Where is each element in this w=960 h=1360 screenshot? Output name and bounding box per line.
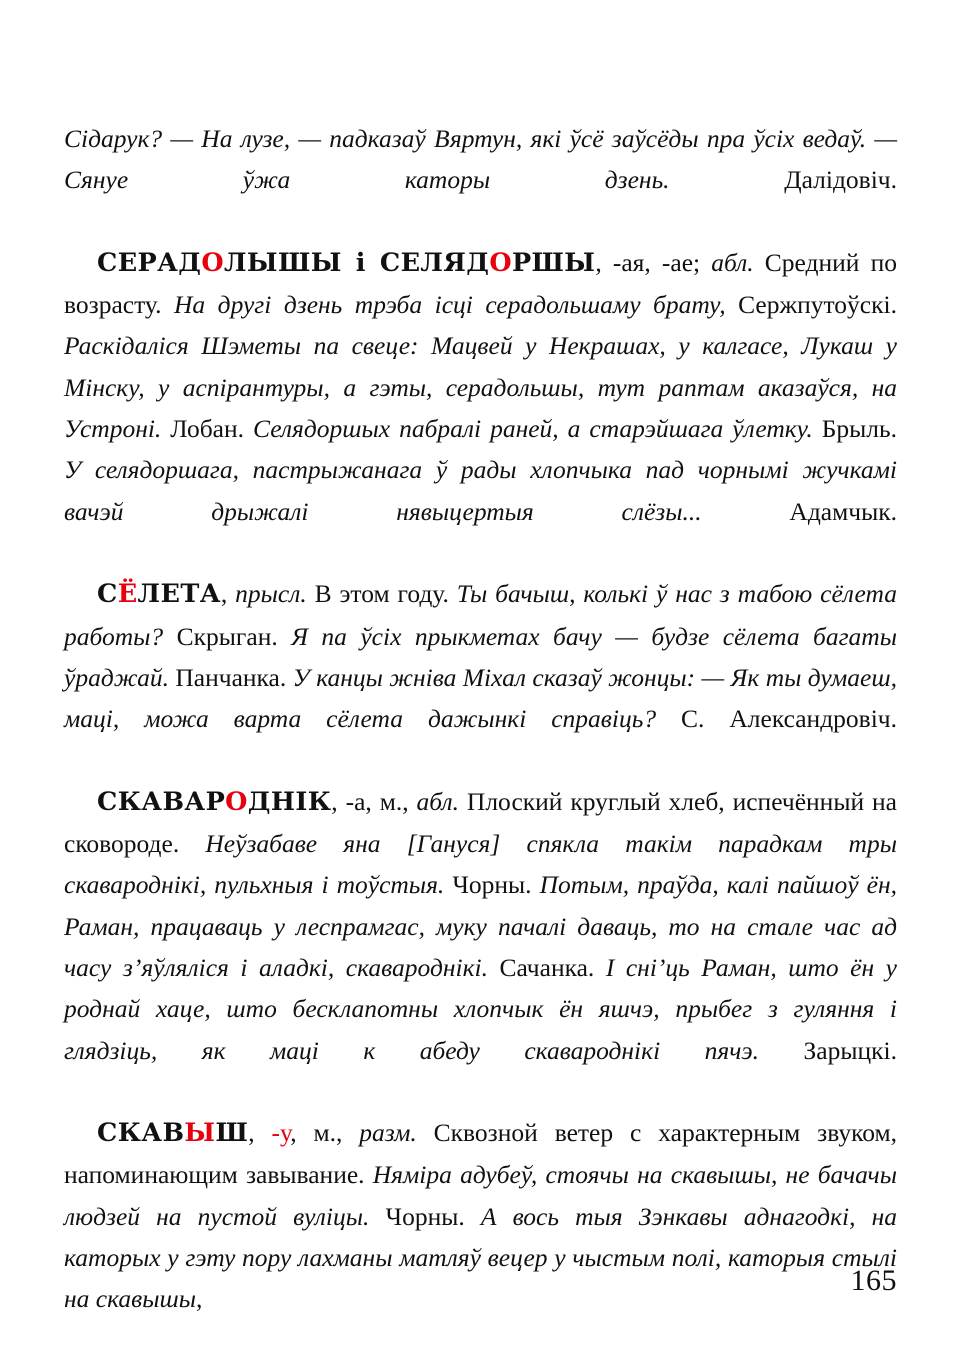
citation-quote: Ты бачыш, колькі ў нас з табою сёлета работы? [64, 579, 898, 651]
headword-segment: ЛЕТА [137, 579, 221, 610]
stressed-vowel: О [201, 247, 224, 278]
citation-author: Брыль. [812, 414, 897, 444]
citation-author: Далідовіч. [669, 165, 898, 195]
citation-author: Чорны. [444, 870, 532, 900]
citation-quote: Няміра адубеў, стоячы на скавышы, не бачачы людзей на пустой вуліцы. [64, 1160, 897, 1231]
usage-label: прысл. [235, 579, 307, 609]
citation-author: Зарыцкі. [759, 1035, 897, 1065]
stressed-vowel: Ы [184, 1118, 216, 1149]
citation-author: Сачанка. [487, 952, 595, 982]
grammar-info: , -ая, -ае; [595, 247, 712, 277]
headword [97, 248, 595, 278]
page-number: 165 [850, 1264, 897, 1297]
definition: Плоский круглый хлеб, испечённый на сковороде. [64, 786, 897, 859]
citation-author: Чорны. [369, 1201, 465, 1231]
grammar-info: , м., [290, 1118, 360, 1148]
headword-segment: С [97, 579, 118, 610]
usage-label: абл. [711, 247, 754, 277]
citation-author: С. Александровіч. [656, 704, 897, 734]
headword [97, 787, 331, 817]
definition: Сквозной ветер с характерным звуком, напоминающим завывание. [64, 1118, 897, 1190]
usage-label: абл. [416, 786, 459, 816]
definition: Средний по возрасту. [64, 247, 897, 320]
dictionary-entry-skavarodnik [64, 781, 897, 1112]
citation-quote: Неўзабаве яна [Гануся] спякла такім парадкам тры скавароднікі, пульхныя і тоўстыя. [64, 829, 897, 900]
headword-segment: ЛЫШЫ і СЕЛЯД [223, 247, 490, 278]
usage-label: разм. [359, 1118, 417, 1148]
headword-segment: Ш [215, 1118, 249, 1149]
dictionary-entry-seleta [64, 573, 897, 780]
citation-author: Адамчык. [701, 496, 897, 526]
headword [97, 1118, 248, 1148]
stressed-vowel: О [489, 247, 512, 278]
headword-segment: РШЫ [511, 247, 596, 278]
citation-author: Сержпутоўскі. [725, 290, 897, 320]
stressed-vowel: О [225, 786, 248, 817]
citation-author: Лобан. [161, 414, 245, 444]
stressed-vowel: Ё [117, 579, 138, 610]
citation-quote: Селядоршых пабралі раней, а старэйшага ўлетку. [244, 414, 813, 444]
citation-quote: Сідарук? — На лузе, — падказаў Вяртун, які ўсё заўсёды пра ўсіх ведаў. — Сянуе ўжа каторы дзень. [64, 124, 897, 195]
headword [97, 579, 221, 609]
headword-segment: СЕРАД [97, 247, 202, 278]
entry-continuation [64, 118, 897, 242]
headword-segment: СКАВАР [97, 786, 226, 817]
headword-segment: ДНІК [247, 786, 332, 817]
grammar-info: , [248, 1118, 272, 1148]
citation-quote: Я па ўсіх прыкметах бачу — будзе сёлета багаты ўраджай. [64, 621, 897, 692]
citation-quote: У селядоршага, пастрыжанага ў рады хлопчыка пад чорнымі жучкамі вачэй дрыжалі нявыцертыя слёзы... [64, 455, 897, 526]
citation-author: Скрыган. [163, 621, 278, 651]
citation-quote: Раскідаліся Шэметы па свеце: Мацвей у Некрашах, у калгасе, Лукаш у Мінску, у аспірантуры, а гэты, серадольшы, тут раптам аказаўся, на Устроні. [64, 331, 897, 444]
citation-author: Панчанка. [168, 662, 287, 692]
text-column [64, 118, 897, 1320]
grammar-info: , [220, 579, 236, 609]
dictionary-entry-skavysh [64, 1112, 897, 1319]
citation-quote: І сні’ць Раман, што ён у роднай хаце, што бесклапотны хлопчык ён яшчэ, прыбег з гуляння і глядзіць, як маці к абеду скавароднікі пячэ. [64, 952, 897, 1065]
definition: В этом году. [306, 579, 457, 609]
grammar-info: , -а, м., [331, 786, 417, 816]
citation-quote: На другі дзень трэба ісці серадольшаму брату, [173, 290, 726, 320]
dictionary-entry-seradolyshy [64, 242, 897, 573]
citation-quote: У канцы жніва Міхал сказаў жонцы: — Як ты думаеш, маці, можа варта сёлета дажынкі справіць? [64, 662, 897, 734]
headword-segment: СКАВ [97, 1118, 185, 1149]
grammar-inflection: -у [271, 1118, 291, 1148]
citation-quote: Потым, праўда, калі пайшоў ён, Раман, працаваць у леспрамгас, муку пачалі даваць, то на стале час ад часу з’яўляліся і аладкі, скавароднікі. [64, 870, 897, 982]
citation-quote: А вось тыя Зэнкавы аднагодкі, на каторых у гэту пору лахманы матляў вецер у чыстым полі, каторыя стылі на скавышы, [64, 1201, 897, 1314]
